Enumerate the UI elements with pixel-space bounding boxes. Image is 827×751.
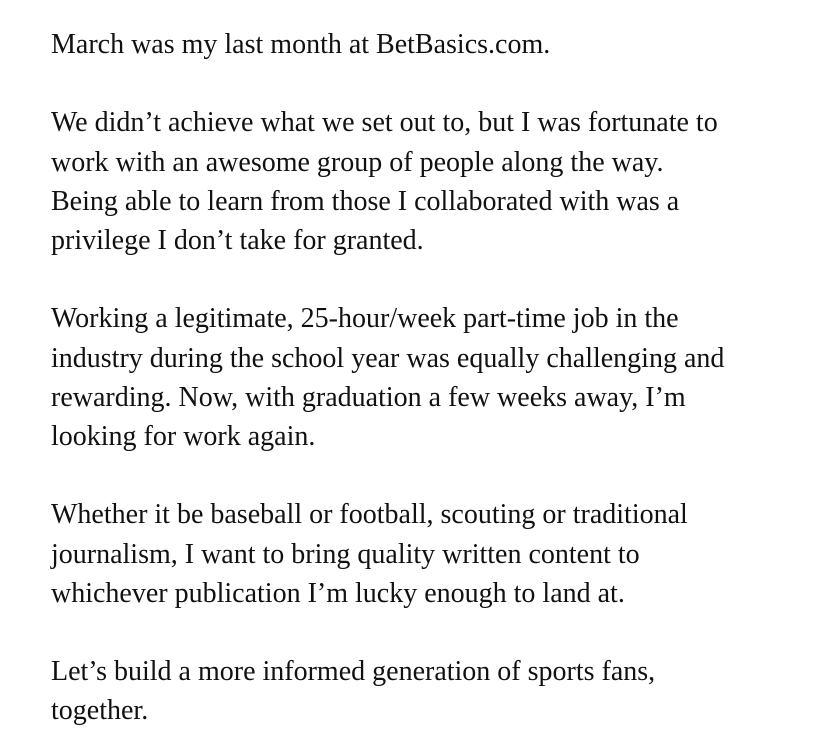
paragraph-reflection bbox=[51, 103, 821, 260]
text-line: industry during the school year was equally challenging and bbox=[51, 342, 725, 374]
text-line: together. bbox=[51, 695, 149, 727]
text-line: March was my last month at BetBasics.com. bbox=[51, 29, 551, 60]
paragraph-intro bbox=[51, 25, 821, 64]
text-line: Let’s build a more informed generation of sports fans, bbox=[51, 656, 656, 688]
text-line: whichever publication I’m lucky enough to land at. bbox=[51, 577, 625, 609]
text-line: rewarding. Now, with graduation a few weeks away, I’m bbox=[51, 381, 686, 413]
paragraph-experience bbox=[51, 299, 821, 456]
text-line: We didn’t achieve what we set out to, but I was fortunate to bbox=[51, 107, 718, 139]
paragraph-closing bbox=[51, 652, 821, 730]
text-line: work with an awesome group of people along the way. bbox=[51, 146, 664, 178]
text-line: Whether it be baseball or football, scouting or traditional bbox=[51, 499, 688, 531]
text-line: journalism, I want to bring quality written content to bbox=[51, 538, 640, 570]
text-line: privilege I don’t take for granted. bbox=[51, 225, 424, 256]
text-line: Being able to learn from those I collaborated with was a bbox=[51, 185, 680, 217]
paragraph-goals bbox=[51, 495, 821, 613]
text-line: Working a legitimate, 25-hour/week part-time job in the bbox=[51, 303, 679, 335]
announcement-document bbox=[51, 25, 821, 731]
text-line: looking for work again. bbox=[51, 421, 316, 452]
